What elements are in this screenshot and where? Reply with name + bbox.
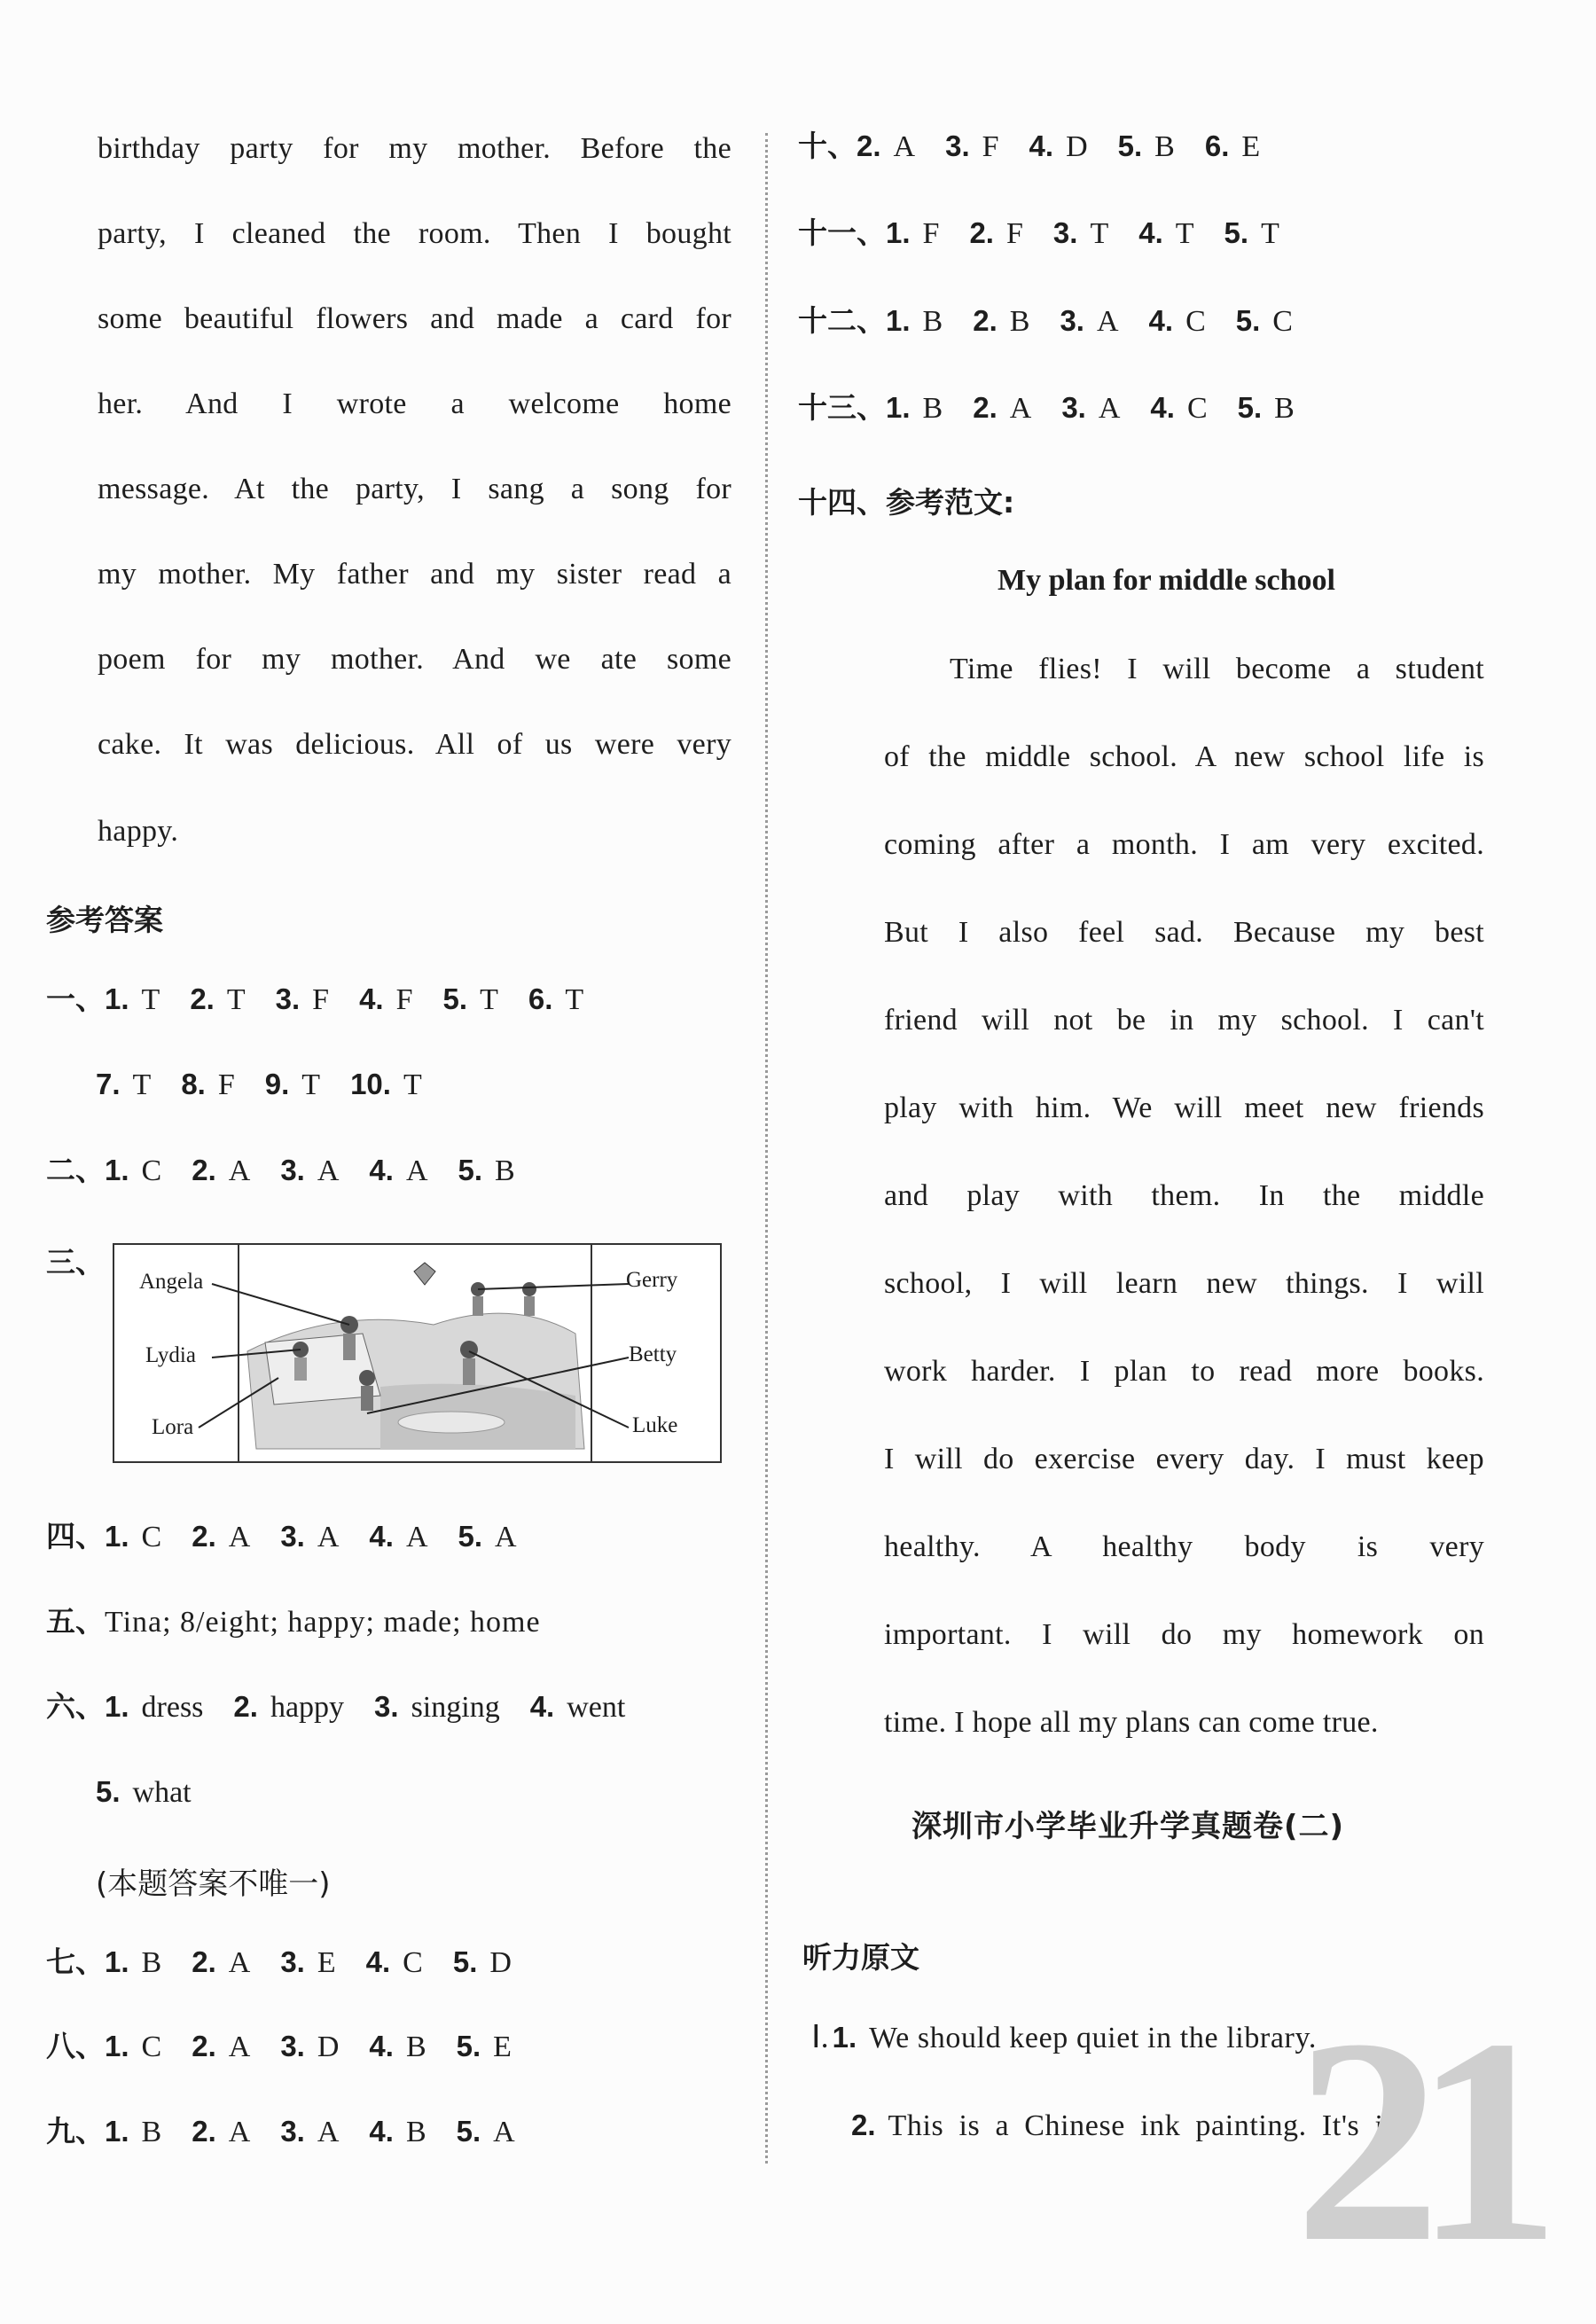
- answer-value: C: [1185, 305, 1206, 338]
- answer-number: 3.: [280, 2115, 305, 2148]
- answer-item: [1061, 390, 1120, 426]
- listening-num-1: 1.: [832, 2021, 857, 2054]
- answer-row: [798, 303, 1323, 340]
- answer-number: 2.: [192, 2115, 216, 2148]
- passage-line: her. And I wrote a welcome home: [98, 387, 732, 420]
- answer-row: [46, 1944, 542, 1981]
- answer-number: 4.: [365, 1945, 391, 1978]
- passage-line: poem for my mother. And we ate some: [98, 643, 732, 676]
- answer-row: [46, 2114, 545, 2150]
- answer-number: 3.: [1060, 304, 1084, 337]
- answer-value: B: [1154, 130, 1175, 163]
- answer-number: 4.: [369, 1520, 394, 1553]
- answer-item: [1138, 215, 1193, 252]
- answer-value: A: [1009, 392, 1032, 425]
- answer-item: [280, 2114, 339, 2150]
- listening-label: Ⅰ.: [811, 2019, 829, 2054]
- answer-item: [945, 129, 998, 165]
- answer-number: 1.: [105, 1154, 129, 1186]
- answer-item: [350, 1067, 422, 1103]
- answer-number: 8.: [181, 1068, 206, 1100]
- name-left-2: Lydia: [145, 1343, 196, 1367]
- answer-item: [369, 2029, 426, 2065]
- answer-value: T: [301, 1068, 321, 1101]
- answer-row: [96, 1067, 452, 1103]
- answer-value: F: [1005, 217, 1023, 250]
- answer-number: 1.: [886, 391, 911, 424]
- section-label: 七、: [46, 1944, 105, 1979]
- essay-line: important. I will do my homework on: [884, 1618, 1484, 1651]
- answer-number: 3.: [280, 2030, 305, 2062]
- answer-number: 9.: [264, 1068, 290, 1100]
- answer-number: 1.: [105, 2115, 129, 2148]
- answer-number: 2.: [973, 391, 998, 424]
- answer-value: B: [1009, 305, 1030, 338]
- answer-item: [96, 1774, 192, 1811]
- answer-number: 4.: [1148, 304, 1174, 337]
- answer-number: 1.: [886, 216, 911, 249]
- answer-row: [96, 1774, 222, 1811]
- essay-line: Time flies! I will become a student: [950, 653, 1484, 685]
- section-5-label: 五、: [46, 1604, 105, 1639]
- answer-value: C: [141, 1154, 162, 1187]
- section-label: 四、: [46, 1519, 105, 1553]
- answer-item: [369, 1153, 427, 1189]
- name-left-1: Angela: [139, 1270, 204, 1294]
- page-number: 21: [1295, 1979, 1534, 2303]
- answer-value: D: [317, 2031, 340, 2063]
- answer-value: A: [1096, 305, 1119, 338]
- answer-value: A: [228, 2116, 251, 2148]
- answer-value: B: [141, 2116, 162, 2148]
- answer-value: went: [567, 1691, 626, 1724]
- answer-value: T: [132, 1068, 152, 1101]
- section-label: 二、: [46, 1153, 105, 1187]
- answer-item: [280, 1519, 339, 1555]
- answer-item: [105, 1689, 203, 1725]
- answer-item: [96, 1067, 151, 1103]
- answer-number: 2.: [192, 1945, 216, 1978]
- answer-item: [1118, 129, 1175, 165]
- answer-value: C: [1186, 392, 1208, 425]
- answer-value: T: [1261, 217, 1279, 250]
- essay-line: school, I will learn new things. I will: [884, 1267, 1484, 1300]
- essay-line: healthy. A healthy body is very: [884, 1530, 1484, 1563]
- essay-line: But I also feel sad. Because my best: [884, 916, 1484, 949]
- answer-number: 5.: [456, 2030, 481, 2062]
- answer-number: 3.: [275, 982, 301, 1015]
- listening-num-2: 2.: [851, 2109, 876, 2141]
- answer-value: B: [495, 1154, 515, 1187]
- answer-value: dress: [141, 1691, 204, 1724]
- name-right-3: Luke: [632, 1413, 678, 1437]
- answer-item: [280, 1944, 335, 1981]
- listening-line-1: [811, 2019, 1317, 2056]
- answer-value: T: [141, 983, 160, 1016]
- answer-value: T: [1090, 217, 1109, 250]
- answer-value: B: [405, 2031, 426, 2063]
- answer-number: 5.: [458, 1154, 483, 1186]
- answer-item: [1238, 390, 1295, 426]
- answer-number: 2.: [192, 1520, 216, 1553]
- answer-item: [369, 1519, 427, 1555]
- answer-item: [886, 215, 939, 252]
- answer-item: [443, 982, 498, 1018]
- answer-item: [276, 982, 329, 1018]
- answer-number: 2.: [969, 216, 994, 249]
- answer-item: [1053, 215, 1108, 252]
- answer-item: [458, 1519, 517, 1555]
- answer-value: A: [495, 1521, 517, 1553]
- section-label: 十三、: [798, 390, 886, 425]
- answer-value: E: [493, 2031, 512, 2063]
- answer-value: A: [228, 1154, 251, 1187]
- answer-item: [192, 1153, 250, 1189]
- answer-item: [105, 982, 160, 1018]
- answer-value: F: [922, 217, 940, 250]
- answer-row: [46, 1519, 547, 1555]
- essay-title: My plan for middle school: [998, 564, 1335, 597]
- answer-value: B: [405, 2116, 426, 2148]
- answer-number: 3.: [1052, 216, 1078, 249]
- answer-item: [857, 129, 915, 165]
- answer-item: [192, 2029, 250, 2065]
- answer-number: 1.: [105, 1520, 129, 1553]
- answer-value: A: [317, 1154, 340, 1187]
- answer-item: [105, 1519, 161, 1555]
- answer-value: B: [1274, 392, 1295, 425]
- answer-value: T: [226, 983, 246, 1016]
- answer-number: 5.: [1117, 129, 1143, 162]
- answer-number: 5.: [456, 2115, 481, 2148]
- answer-number: 6.: [1204, 129, 1230, 162]
- section-label: 一、: [46, 982, 105, 1016]
- answer-item: [1150, 390, 1207, 426]
- answer-item: [105, 2029, 161, 2065]
- passage-line: happy.: [98, 815, 179, 848]
- answer-number: 2.: [233, 1690, 258, 1723]
- answer-number: 10.: [350, 1068, 391, 1100]
- answer-number: 3.: [280, 1945, 305, 1978]
- answer-value: C: [141, 1521, 162, 1553]
- answer-number: 5.: [1235, 304, 1261, 337]
- answer-item: [105, 1944, 161, 1981]
- answer-item: [458, 1153, 515, 1189]
- answer-item: [457, 2114, 515, 2150]
- name-right-1: Gerry: [626, 1268, 678, 1292]
- answer-value: A: [228, 1521, 251, 1553]
- answer-number: 4.: [369, 2115, 394, 2148]
- answer-value: D: [1066, 130, 1088, 163]
- answer-value: A: [228, 2031, 251, 2063]
- answer-value: B: [141, 1946, 162, 1979]
- answer-number: 6.: [528, 982, 553, 1015]
- essay-line: time. I hope all my plans can come true.: [884, 1706, 1379, 1739]
- answer-item: [366, 1944, 423, 1981]
- section-label: 十、: [798, 129, 857, 163]
- answer-value: A: [893, 130, 916, 163]
- answer-number: 1.: [105, 1945, 129, 1978]
- answer-value: A: [317, 2116, 340, 2148]
- answer-item: [530, 1689, 626, 1725]
- answer-value: E: [317, 1946, 336, 1979]
- answer-number: 3.: [280, 1154, 305, 1186]
- answer-value: singing: [411, 1691, 500, 1724]
- answer-number: 4.: [369, 1154, 394, 1186]
- answer-value: A: [493, 2116, 515, 2148]
- answer-item: [886, 390, 943, 426]
- answer-item: [192, 2114, 250, 2150]
- section-3-label: 三、: [46, 1245, 105, 1279]
- answer-value: T: [1175, 217, 1194, 250]
- answer-item: [1149, 303, 1206, 340]
- answer-item: [280, 2029, 339, 2065]
- answer-row: [46, 982, 614, 1018]
- answer-number: 2.: [857, 129, 881, 162]
- section-label: 六、: [46, 1689, 105, 1724]
- matching-picture: [113, 1243, 722, 1463]
- answer-number: 2.: [190, 982, 215, 1015]
- answer-value: C: [1272, 305, 1293, 338]
- answer-number: 5.: [1237, 391, 1263, 424]
- answer-item: [1029, 129, 1088, 165]
- answer-item: [105, 1153, 161, 1189]
- answer-row: [46, 1689, 655, 1725]
- listening-text-1: We should keep quiet in the library.: [869, 2022, 1317, 2054]
- answer-number: 4.: [529, 1690, 555, 1723]
- answer-value: F: [312, 983, 330, 1016]
- answer-value: A: [405, 1521, 428, 1553]
- answer-number: 2.: [192, 1154, 216, 1186]
- answer-value: C: [141, 2031, 162, 2063]
- essay-line: coming after a month. I am very excited.: [884, 828, 1484, 861]
- answer-value: A: [317, 1521, 340, 1553]
- answer-value: F: [982, 130, 999, 163]
- answer-number: 5.: [442, 982, 468, 1015]
- section-5-row: [46, 1604, 541, 1640]
- answer-number: 3.: [945, 129, 970, 162]
- answer-item: [192, 1519, 250, 1555]
- answer-item: [359, 982, 412, 1018]
- answer-item: [105, 2114, 161, 2150]
- section-label: 九、: [46, 2114, 105, 2148]
- section-label: 十二、: [798, 303, 886, 338]
- essay-line: friend will not be in my school. I can't: [884, 1004, 1484, 1037]
- answer-number: 2.: [973, 304, 998, 337]
- essay-line: and play with them. In the middle: [884, 1179, 1484, 1212]
- answer-item: [1224, 215, 1279, 252]
- answer-item: [528, 982, 583, 1018]
- answer-number: 4.: [1029, 129, 1054, 162]
- answer-value: A: [1098, 392, 1121, 425]
- answer-item: [265, 1067, 320, 1103]
- answer-value: T: [403, 1068, 422, 1101]
- answer-number: 4.: [1150, 391, 1175, 424]
- exam-title: 深圳市小学毕业升学真题卷(二): [911, 1809, 1345, 1844]
- answer-item: [973, 303, 1029, 340]
- answer-item: [1205, 129, 1260, 165]
- answer-value: F: [217, 1068, 235, 1101]
- essay-line: of the middle school. A new school life is: [884, 740, 1484, 773]
- answer-item: [973, 390, 1031, 426]
- listening-text-2: This is a Chinese ink painting. It's in: [888, 2109, 1400, 2142]
- listening-heading: 听力原文: [802, 1940, 919, 1975]
- answer-number: 5.: [1224, 216, 1249, 249]
- section-label: 十一、: [798, 215, 886, 250]
- answer-number: 1.: [105, 2030, 129, 2062]
- passage-line: some beautiful flowers and made a card for: [98, 302, 732, 335]
- answer-value: T: [565, 983, 584, 1016]
- passage-line: message. At the party, I sang a song for: [98, 473, 732, 505]
- answer-number: 3.: [374, 1690, 399, 1723]
- answer-value: what: [132, 1776, 192, 1809]
- answer-value: A: [228, 1946, 251, 1979]
- answer-value: D: [489, 1946, 512, 1979]
- name-right-2: Betty: [629, 1342, 677, 1366]
- answer-value: E: [1241, 130, 1261, 163]
- answer-item: [190, 982, 245, 1018]
- answer-number: 1.: [105, 1690, 129, 1723]
- answer-item: [453, 1944, 512, 1981]
- essay-line: I will do exercise every day. I must keep: [884, 1443, 1484, 1475]
- answer-item: [181, 1067, 234, 1103]
- name-left-3: Lora: [152, 1415, 194, 1439]
- answer-number: 5.: [452, 1945, 478, 1978]
- answer-value: B: [922, 392, 943, 425]
- answer-item: [233, 1689, 344, 1725]
- answer-number: 4.: [369, 2030, 394, 2062]
- answer-row: [46, 2029, 542, 2065]
- answer-item: [969, 215, 1022, 252]
- answer-number: 5.: [96, 1775, 121, 1808]
- answer-value: F: [395, 983, 413, 1016]
- answer-number: 2.: [192, 2030, 216, 2062]
- answer-item: [1060, 303, 1118, 340]
- answer-value: C: [403, 1946, 423, 1979]
- answer-item: [1236, 303, 1293, 340]
- answer-number: 4.: [359, 982, 384, 1015]
- passage-line: birthday party for my mother. Before the: [98, 132, 732, 165]
- answer-item: [280, 1153, 339, 1189]
- essay-line: play with him. We will meet new friends: [884, 1092, 1484, 1124]
- answer-value: happy: [270, 1691, 345, 1724]
- answer-item: [374, 1689, 500, 1725]
- answer-row: [46, 1153, 545, 1189]
- answer-item: [369, 2114, 426, 2150]
- passage-line: cake. It was delicious. All of us were very: [98, 728, 732, 761]
- answer-number: 3.: [280, 1520, 305, 1553]
- answer-number: 4.: [1138, 216, 1163, 249]
- essay-line: work harder. I plan to read more books.: [884, 1355, 1484, 1388]
- answer-number: 7.: [96, 1068, 121, 1100]
- answer-value: A: [405, 1154, 428, 1187]
- answer-row: [798, 390, 1325, 426]
- section-14-label: 十四、参考范文:: [798, 485, 1015, 520]
- answer-number: 3.: [1061, 391, 1086, 424]
- answers-heading: 参考答案: [46, 903, 163, 937]
- answer-value: B: [922, 305, 943, 338]
- answer-number: 5.: [458, 1520, 483, 1553]
- passage-line: party, I cleaned the room. Then I bought: [98, 217, 732, 250]
- answer-note: (本题答案不唯一): [96, 1866, 331, 1902]
- answer-row: [798, 215, 1310, 252]
- answer-item: [457, 2029, 512, 2065]
- section-label: 八、: [46, 2029, 105, 2063]
- answer-item: [192, 1944, 250, 1981]
- answer-number: 1.: [886, 304, 911, 337]
- answer-value: T: [480, 983, 498, 1016]
- passage-line: my mother. My father and my sister read a: [98, 558, 732, 591]
- answer-row: [798, 129, 1290, 165]
- section-5-answers: Tina; 8/eight; happy; made; home: [105, 1606, 541, 1639]
- column-divider: [765, 133, 768, 2164]
- answer-number: 1.: [105, 982, 129, 1015]
- answer-item: [886, 303, 943, 340]
